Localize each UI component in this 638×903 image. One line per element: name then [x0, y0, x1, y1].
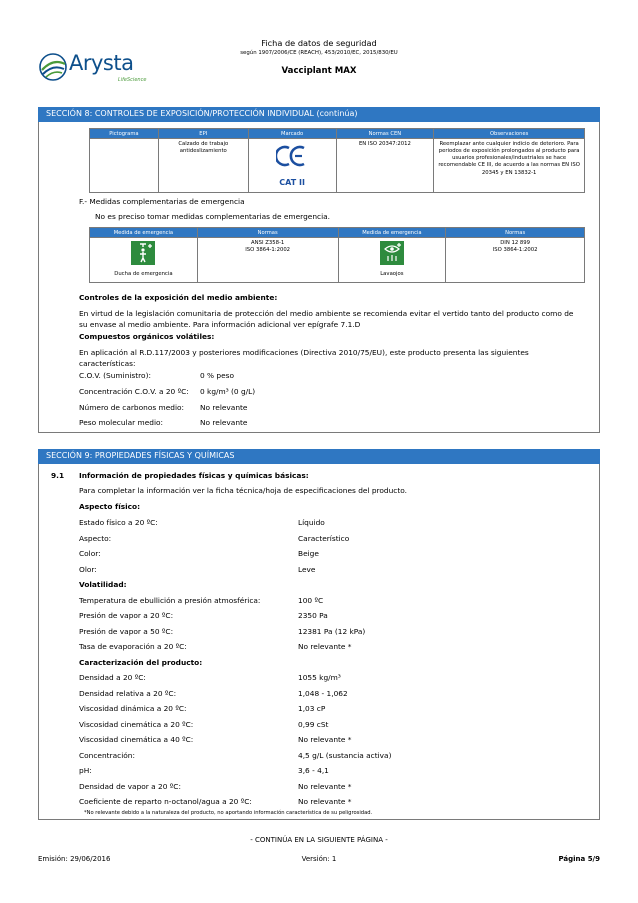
property-value: 100 ºC: [298, 596, 324, 605]
property-value: 1,03 cP: [298, 704, 326, 713]
property-label: Viscosidad cinemática a 40 ºC:: [79, 735, 194, 744]
property-label: pH:: [79, 766, 92, 775]
property-label: Temperatura de ebullición a presión atmosférica:: [79, 596, 261, 605]
ppe-header-notes: Observaciones: [434, 129, 585, 139]
page-number: Página 5/9: [558, 855, 600, 863]
property-value: 1055 kg/m³: [298, 673, 341, 682]
f-measures-title: F.- Medidas complementarias de emergencia: [79, 197, 245, 206]
property-value: Leve: [298, 565, 316, 574]
ppe-header-epi: EPI: [158, 129, 248, 139]
f-measures-text: No es preciso tomar medidas complementarias de emergencia.: [95, 212, 331, 221]
voc-title: Compuestos orgánicos volátiles:: [79, 332, 215, 341]
ppe-marking-cell: [248, 139, 336, 193]
ppe-cen-cell: EN ISO 20347:2012: [336, 139, 434, 193]
ppe-pictogram-cell: [90, 139, 159, 193]
property-value: 1,048 - 1,062: [298, 689, 348, 698]
env-controls-text-2: su envase al medio ambiente. Para información adicional ver epígrafe 7.1.D: [79, 320, 361, 329]
emergency-header-norms-2: Normas: [446, 228, 585, 238]
voc-row-value: 0 kg/m³ (0 g/L): [200, 387, 256, 396]
aspect-title: Aspecto físico:: [79, 502, 141, 511]
issue-date: Emisión: 29/06/2016: [38, 855, 111, 863]
shower-icon: [131, 241, 155, 265]
property-label: Aspecto:: [79, 534, 112, 543]
property-label: Tasa de evaporación a 20 ºC:: [79, 642, 187, 651]
property-label: Color:: [79, 549, 101, 558]
ce-category-label: CAT II: [279, 178, 305, 188]
property-label: Presión de vapor a 50 ºC:: [79, 627, 174, 636]
regulation-text: según 1907/2006/CE (REACH), 453/2010/EC, 2015/830/EU: [240, 50, 398, 56]
property-value: 4,5 g/L (sustancia activa): [298, 751, 392, 760]
property-value: Característico: [298, 534, 350, 543]
property-value: No relevante *: [298, 642, 352, 651]
ppe-notes-cell: Reemplazar ante cualquier indicio de deterioro. Para periodos de exposición prolongados al producto para usuarios profesionales/industriales se hace recomendable CE III, de acuerdo a las normas EN ISO 20345 y EN 13832-1: [434, 139, 585, 193]
document-title: Ficha de datos de seguridad: [261, 38, 377, 48]
emergency-table: [89, 227, 585, 283]
section-8-title: SECCIÓN 8: CONTROLES DE EXPOSICIÓN/PROTECCIÓN INDIVIDUAL (continúa): [38, 107, 600, 122]
voc-row-label: Número de carbonos medio:: [79, 403, 185, 412]
property-label: Concentración:: [79, 751, 135, 760]
property-label: Densidad de vapor a 20 ºC:: [79, 782, 181, 791]
logo-subtext: LifeScience: [118, 77, 147, 83]
property-value: 12381 Pa (12 kPa): [298, 627, 366, 636]
section-9-intro: Para completar la información ver la ficha técnica/hoja de especificaciones del producto.: [79, 486, 408, 495]
ppe-header-cen: Normas CEN: [336, 129, 434, 139]
emergency-header-measure-2: Medida de emergencia: [338, 228, 446, 238]
characterization-title: Caracterización del producto:: [79, 658, 203, 667]
ppe-header-marking: Marcado: [248, 129, 336, 139]
voc-row-label: C.O.V. (Suministro):: [79, 371, 151, 380]
voc-row-value: No relevante: [200, 418, 248, 427]
footnote: *No relevante debido a la naturaleza del producto, no aportando información característica de su peligrosidad.: [84, 810, 373, 816]
shower-norm-1: ANSI Z358-1: [251, 240, 285, 246]
property-label: Estado físico a 20 ºC:: [79, 518, 158, 527]
voc-text-1: En aplicación al R.D.117/2003 y posteriores modificaciones (Directiva 2010/75/EU), este producto presenta las siguientes: [79, 348, 529, 357]
shower-norm-2: ISO 3864-1:2002: [245, 247, 291, 254]
eyewash-cell: [338, 238, 446, 283]
logo-text: Arysta: [69, 51, 134, 75]
property-label: Densidad relativa a 20 ºC:: [79, 689, 177, 698]
property-label: Viscosidad cinemática a 20 ºC:: [79, 720, 194, 729]
shower-norms-cell: [197, 238, 338, 283]
emergency-header-measure-1: Medida de emergencia: [90, 228, 198, 238]
voc-row-label: Peso molecular medio:: [79, 418, 164, 427]
shower-cell: [90, 238, 198, 283]
property-value: 2350 Pa: [298, 611, 328, 620]
section-9-number: 9.1: [51, 471, 65, 480]
ce-mark-icon: [276, 145, 308, 179]
property-value: Beige: [298, 549, 319, 558]
property-label: Presión de vapor a 20 ºC:: [79, 611, 174, 620]
property-value: 0,99 cSt: [298, 720, 329, 729]
voc-text-2: características:: [79, 359, 136, 368]
eyewash-norm-2: ISO 3864-1:2002: [492, 247, 538, 254]
product-name: Vacciplant MAX: [281, 66, 357, 76]
section-9-heading: Información de propiedades físicas y químicas básicas:: [79, 471, 309, 480]
shower-label: Ducha de emergencia: [114, 271, 173, 278]
env-controls-title: Controles de la exposición del medio ambiente:: [79, 293, 278, 302]
voc-row-value: No relevante: [200, 403, 248, 412]
property-value: Líquido: [298, 518, 325, 527]
property-value: No relevante *: [298, 797, 352, 806]
property-label: Olor:: [79, 565, 97, 574]
env-controls-text-1: En virtud de la legislación comunitaria de protección del medio ambiente se recomienda evitar el vertido tanto del producto como de: [79, 309, 574, 318]
eyewash-icon: [380, 241, 404, 265]
eyewash-norms-cell: [446, 238, 585, 283]
continues-notice: - CONTINÚA EN LA SIGUIENTE PÁGINA -: [250, 836, 388, 844]
property-value: 3,6 - 4,1: [298, 766, 329, 775]
property-label: Viscosidad dinámica a 20 ºC:: [79, 704, 187, 713]
property-value: No relevante *: [298, 782, 352, 791]
ppe-epi-cell: Calzado de trabajo antideslizamiento: [158, 139, 248, 193]
emergency-header-norms-1: Normas: [197, 228, 338, 238]
ppe-header-pictogram: Pictograma: [90, 129, 159, 139]
voc-row-label: Concentración C.O.V. a 20 ºC:: [79, 387, 189, 396]
version-label: Versión: 1: [301, 855, 337, 863]
ppe-table: [89, 128, 585, 193]
volatility-title: Volatilidad:: [79, 580, 127, 589]
voc-row-value: 0 % peso: [200, 371, 235, 380]
section-9-title: SECCIÓN 9: PROPIEDADES FÍSICAS Y QUÍMICAS: [38, 449, 600, 464]
property-value: No relevante *: [298, 735, 352, 744]
eyewash-norm-1: DIN 12 899: [500, 240, 531, 246]
property-label: Densidad a 20 ºC:: [79, 673, 146, 682]
property-label: Coeficiente de reparto n-octanol/agua a 20 ºC:: [79, 797, 252, 806]
eyewash-label: Lavaojos: [380, 271, 404, 278]
